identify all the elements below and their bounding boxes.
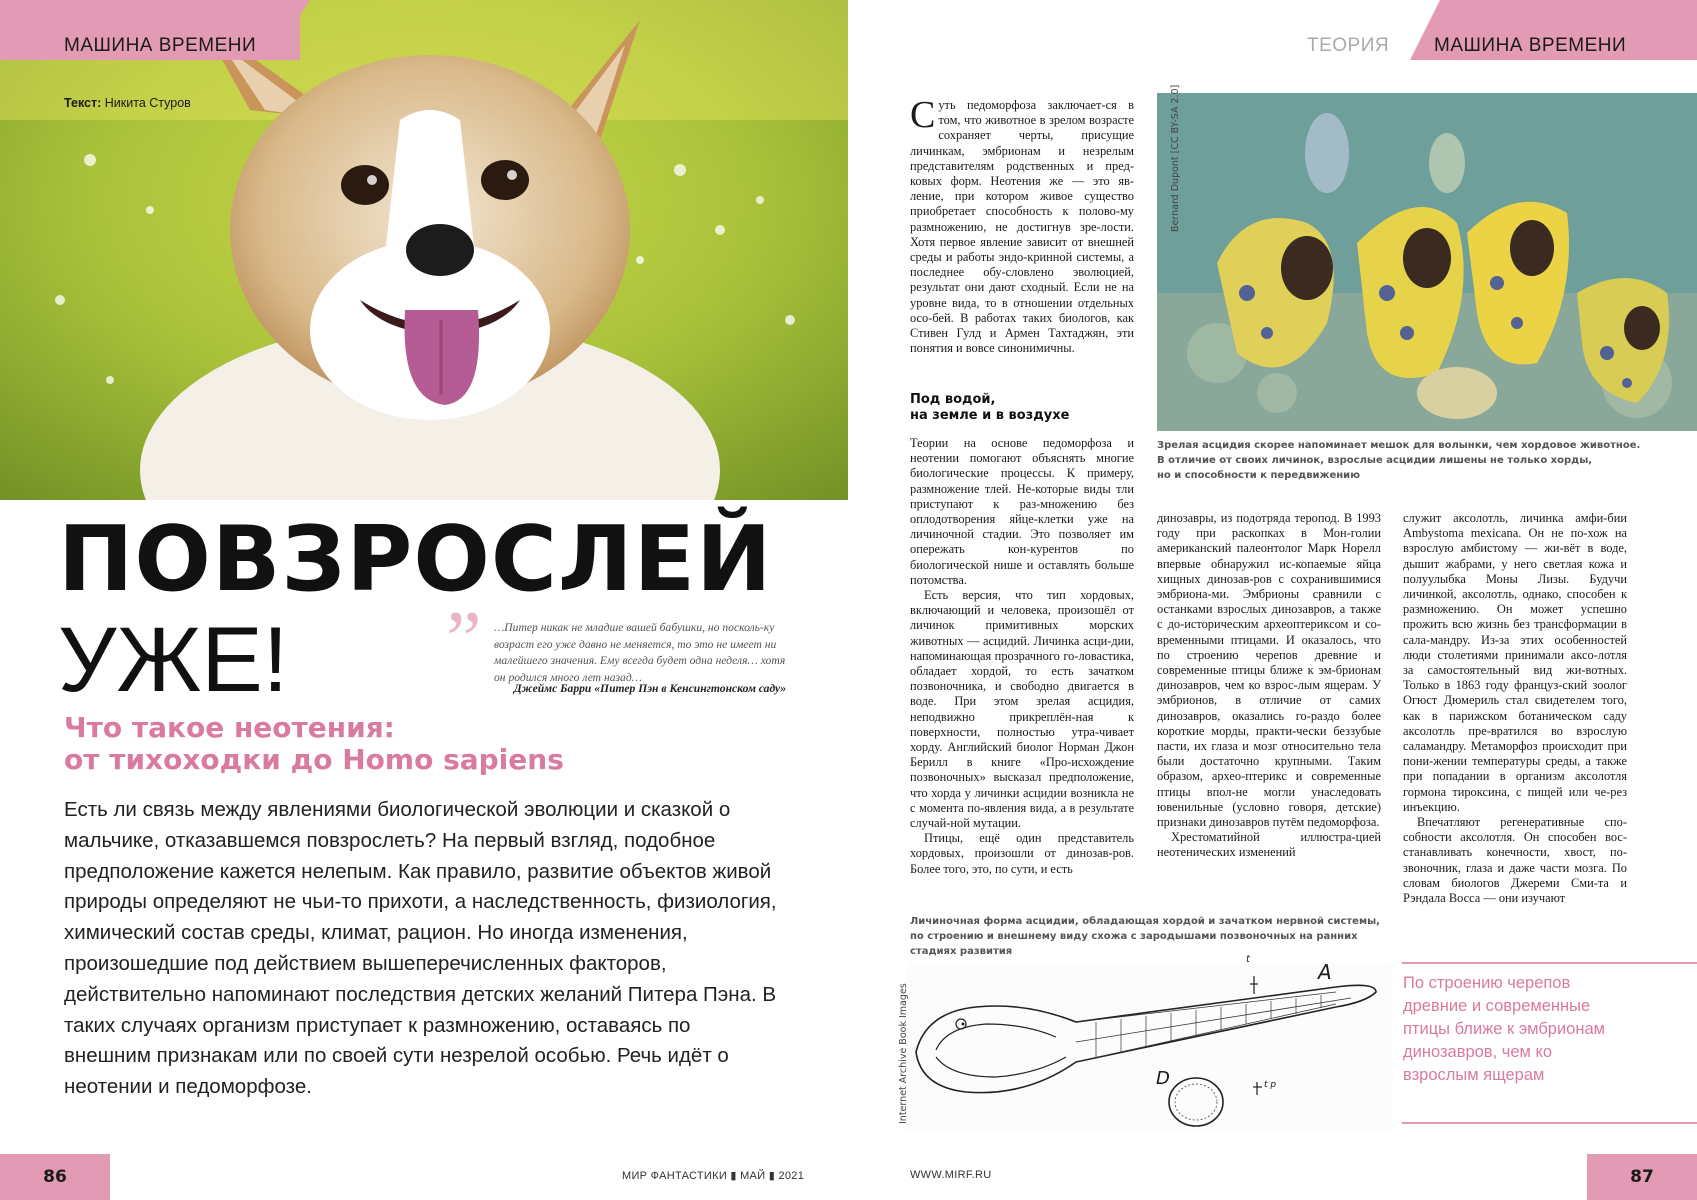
pullquote-rule-bottom [1402,1122,1697,1124]
column-1-paragraph-4: Птицы, ещё один представитель хордовых, произошли от динозав-ров. Более того, это, по сути, и есть [910,831,1134,876]
photo-caption-line-3: но и способности к передвижению [1157,470,1360,481]
right-page-number: 87 [1587,1154,1697,1200]
drawing-label-t: t [1246,954,1250,965]
photo-caption-line-1: Зрелая асцидия скорее напоминает мешок для волынки, чем хордовое животное. [1157,440,1641,451]
author-label: Текст: [64,96,102,110]
drawing-caption-line-3: стадиях развития [910,946,1013,957]
drawing-label-tp: t p [1264,1080,1277,1090]
ascidian-illustration [1157,93,1697,431]
subheading-line-1: Под водой, [910,392,996,407]
subheading [910,392,1069,424]
author-credit [64,96,191,110]
article-column-2 [1157,511,1381,861]
larva-illustration [906,962,1391,1132]
right-section-label: МАШИНА ВРЕМЕНИ [1434,35,1627,56]
lead-paragraph: Есть ли связь между явлениями биологической эволюции и сказкой о мальчике, отказавшемся повзрослеть? На первый взгляд, подобное предположение кажется нелепым. Как правило, развитие объектов живой природы определяют не чьи-то прихоти, а наследственность, физиология, химический состав среды, климат, рацион. Но иногда изменения, произошедшие под действием вышеперечисленных факторов, действительно напоминают последствия детских желаний Питера Пэна. В таких случаях организм приступает к размножению, оставаясь по внешним признакам или по своей сути незрелой особью. Речь идёт о неотении и педоморфозе. [64,798,777,1099]
left-page-number: 86 [0,1154,110,1200]
column-1-paragraph-3: Есть версия, что тип хордовых, включающий и человека, произошёл от личинок примитивных морских животных — асцидий. Личинка асци-дии, напоминающая прозрачного го-ловастика, обладает хордой, то есть зачатком позвоночника, и свободно двигается в воде. При этом зрелая асцидия, неподвижно прикреплён-ная к поверхности, полностью утра-чивает хорду. Английский биолог Норман Джон Берилл в книге «Про-исхождение позвоночных» высказал предположение, что хорда у личинки асцидии возникла не с момента по-явления вида, а в результате случай-ной мутации. [910,588,1134,831]
epigraph-text: …Питер никак не младше вашей бабушки, но посколь-ку возраст его уже давно не меняется, то это не имеет ни малейшего значения. Ему всегда будет одна неделя… хотя он родился много лет назад… [494,621,786,684]
article-column-1 [910,94,1134,356]
right-footer: WWW.MIRF.RU [910,1169,992,1181]
column-2-paragraph-2: Хрестоматийной иллюстра-цией неотенических изменений [1157,830,1381,860]
pullquote-rule-top [1402,962,1697,964]
right-section-label-gray: ТЕОРИЯ [1307,35,1390,56]
pullquote: По строению черепов древние и современные птицы ближе к эмбрионам динозавров, чем ко взрослым ящерам [1403,974,1605,1084]
drawing-label-a: A [1318,960,1332,984]
article-column-1-continued [910,436,1134,877]
drawing-credit: Internet Archive Book Images [898,983,909,1124]
ascidian-photo [1157,93,1697,431]
photo-caption-line-2: В отличие от своих личинок, взрослые асцидии лишены не только хорды, [1157,455,1593,466]
dog-illustration [0,0,848,500]
subtitle [64,712,564,776]
column-1-paragraph-1-text: уть педоморфоза заключает-ся в том, что животное в зрелом возрасте сохраняет черты, присущие личинкам, эмбрионам и незрелым представителям родственных и пред-ковых форм. Неотения же — это яв-ление, при котором живое существо приобретает способность к полово-му размножению, не достигнув зре-лости. Хотя первое явление зависит от внешней среды и работы эндо-кринной системы, а последнее обу-словлено эволюцией, результат они дают сходный. Если не на уровне вида, то в отношении отдельных осо-бей. В работах таких биологов, как Стивен Гулд и Армен Тахтаджян, эти понятия и вовсе синонимичны. [910,98,1134,356]
larva-drawing [906,954,1391,1132]
quote-mark: ” [446,596,482,684]
column-3-paragraph-1: служит аксолотль, личинка амфи-бии Ambystoma mexicana. Он не по-хож на взрослую амбистому — жи-вёт в воде, дышит жабрами, у него светлая кожа и полуулыбка Моны Лизы. Будучи личинкой, аксолотль, однако, способен к размножению. Он может успешно прожить всю жизнь без трансформации в сала-мандру. Из-за этих особенностей люди столетиями принимали аксо-лотля за самостоятельный вид жи-вотных. Только в 1863 году француз-ский зоолог Огюст Дюмериль стал свидетелем того, как в парижском ботаническом саду аксолотль пре-вратился во взрослую саламандру. Метаморфоз происходит при пони-жении температуры среды, а также при попадании в организм аксолотля гормона тироксина, с пищей или че-рез инъекцию. [1403,511,1627,814]
column-2-paragraph-1: динозавры, из подотряда теропод. В 1993 году при раскопках в Мон-голии американский палеонтолог Марк Норелл впервые обнаружил ис-копаемые яйца хищных динозав-ров с сохранившимися эмбриона-ми. Эмбрионы сравнили с останками взрослых динозавров, а также с до-историческим археоптериксом и со-временными птицами. И оказалось, что по строению черепов древние и современные птицы ближе к эм-брионам динозавров, чем ко взрос-лым ящерам. У эмбрионов, в отличие от самих динозавров, оказались го-раздо более короткие морды, практи-чески беззубые пасти, их глаза и мозг относительно тела были достаточно крупными. Таким образом, архео-птерикс и современные птицы впол-не могли унаследовать ювенильные (условно говоря, детские) признаки динозавров путём педоморфоза. [1157,511,1381,830]
left-header-bar-edge [270,0,310,60]
photo-credit: Bernard Dupont [CC BY-SA 2.0] [1170,84,1181,232]
column-3-paragraph-2: Впечатляют регенеративные спо-собности аксолотля. Он способен вос-станавливать конечности, хвост, по-звоночник, глаза и даже части мозга. По словам биологов Джереми Сми-та и Рэндала Восса — они изучают [1403,815,1627,906]
article-column-3 [1403,511,1627,906]
author-name: Никита Стуров [104,96,191,110]
left-section-label: МАШИНА ВРЕМЕНИ [64,35,257,56]
column-1-paragraph-2: Теории на основе педоморфоза и неотении помогают объяснять многие биологические процессы. К примеру, размножение тлей. Не-которые виды тли приступают к раз-множению без оплодотворения яйце-клетки уже на личиночной стадии. Это позволяет им опережать кон-курентов по биологической нише и оставлять больше потомства. [910,436,1134,587]
headline-light: УЖЕ! [58,609,289,711]
epigraph-source: Джеймс Барри «Питер Пэн в Кенсингтонском саду» [513,682,786,695]
subtitle-line-1: Что такое неотения: [64,711,395,744]
drawing-label-d: D [1156,1068,1170,1089]
subtitle-line-2: от тихоходки до Homo sapiens [64,743,564,776]
drawing-caption-line-1: Личиночная форма асцидии, обладающая хордой и зачатком нервной системы, [910,916,1380,927]
subheading-line-2: на земле и в воздухе [910,408,1070,423]
drawing-caption [910,914,1380,959]
left-footer: МИР ФАНТАСТИКИ ▮ МАЙ ▮ 2021 [622,1170,805,1182]
dog-photo [0,0,848,500]
column-1-paragraph-1 [910,94,1134,356]
drop-cap: С [910,94,936,136]
drawing-caption-line-2: по строению и внешнему виду схожа с зародышами позвоночных на ранних [910,931,1358,942]
photo-caption [1157,438,1640,483]
headline-bold: ПОВЗРОСЛЕЙ [58,507,773,612]
